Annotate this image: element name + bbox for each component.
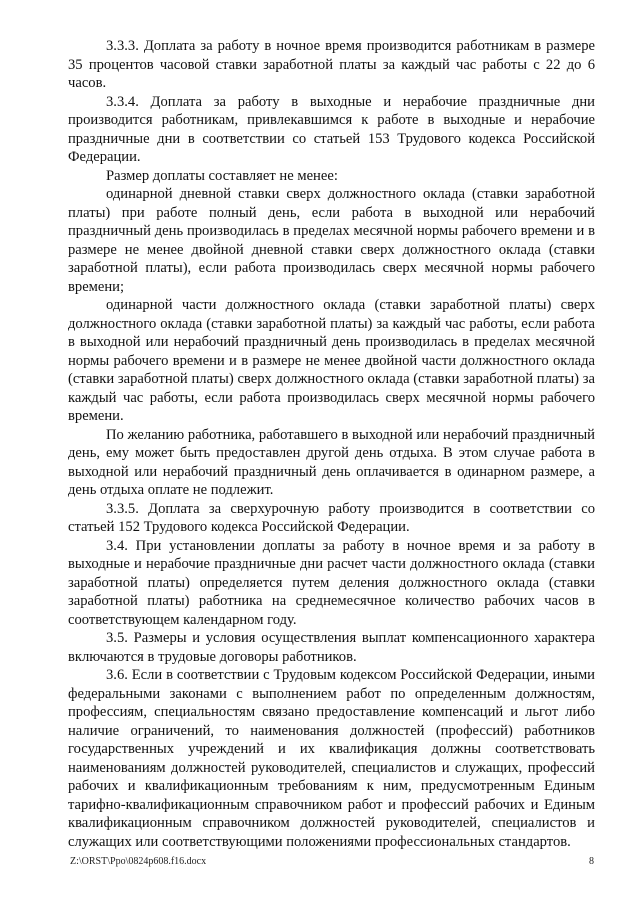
paragraph-day-off-option: По желанию работника, работавшего в выходной или нерабочий праздничный день, ему может быть предоставлен другой день отдыха. В этом случае работа в выходной или нерабочий праздничный день оплачивается в одинарном размере, а день отдыха оплате не подлежит.	[68, 426, 595, 498]
paragraph-3-5: 3.5. Размеры и условия осуществления выплат компенсационного характера включаются в трудовые договоры работников.	[68, 630, 595, 665]
paragraph-single-hourly-part: одинарной части должностного оклада (ставки заработной платы) сверх должностного оклада (ставки заработной платы) за каждый час работы, если работа в выходной или нерабочий праздничный день производилась в пределах месячной нормы рабочего времени и в размере не менее двойной части должностного оклада (ставки заработной платы) сверх должностного оклада (ставки заработной платы) за каждый час работы, если работа производилась сверх месячной нормы рабочего времени.	[68, 297, 595, 424]
file-path: Z:\ORST\Ppo\0824p608.f16.docx	[70, 856, 207, 867]
paragraph-3-3-3: 3.3.3. Доплата за работу в ночное время производится работникам в размере 35 процентов часовой ставки заработной платы за каждый час работы с 22 до 6 часов.	[68, 38, 595, 91]
paragraph-single-daily-rate: одинарной дневной ставки сверх должностного оклада (ставки заработной платы) при работе полный день, если работа в выходной или нерабочий праздничный день производилась в пределах месячной нормы рабочего времени и в размере не менее двойной дневной ставки сверх должностного оклада (ставки заработной платы), если работа производилась сверх месячной нормы рабочего времени;	[68, 186, 595, 295]
paragraph-3-3-5: 3.3.5. Доплата за сверхурочную работу производится в соответствии со статьей 152 Трудового кодекса Российской Федерации.	[68, 500, 595, 535]
paragraph-payment-size: Размер доплаты составляет не менее:	[106, 167, 338, 184]
page-number: 8	[589, 856, 594, 867]
paragraph-3-6: 3.6. Если в соответствии с Трудовым кодексом Российской Федерации, иными федеральными законами с выполнением работ по определенным должностям, профессиям, специальностям связано предоставление компенсаций и льгот либо наличие ограничений, то наименования должностей (профессий) работников государственных учреждений и их квалификация должны соответствовать наименованиям должностей руководителей, специалистов и служащих, профессий рабочих и квалификационным требованиям к ним, предусмотренным Единым тарифно-квалификационным справочником работ и профессий рабочих и Единым квалификационным справочником должностей руководителей, специалистов и служащих или соответствующими положениями профессиональных стандартов.	[68, 667, 595, 850]
document-body	[68, 37, 595, 851]
paragraph-3-3-4: 3.3.4. Доплата за работу в выходные и нерабочие праздничные дни производится работникам, привлекавшимся к работе в выходные и нерабочие праздничные дни в соответствии со статьей 153 Трудового кодекса Российской Федерации.	[68, 93, 595, 165]
paragraph-3-4: 3.4. При установлении доплаты за работу в ночное время и за работу в выходные и нерабочие праздничные дни расчет части должностного оклада (ставки заработной платы) определяется путем деления должностного оклада (ставки заработной платы) работника на среднемесячное количество рабочих часов в соответствующем календарном году.	[68, 537, 595, 628]
